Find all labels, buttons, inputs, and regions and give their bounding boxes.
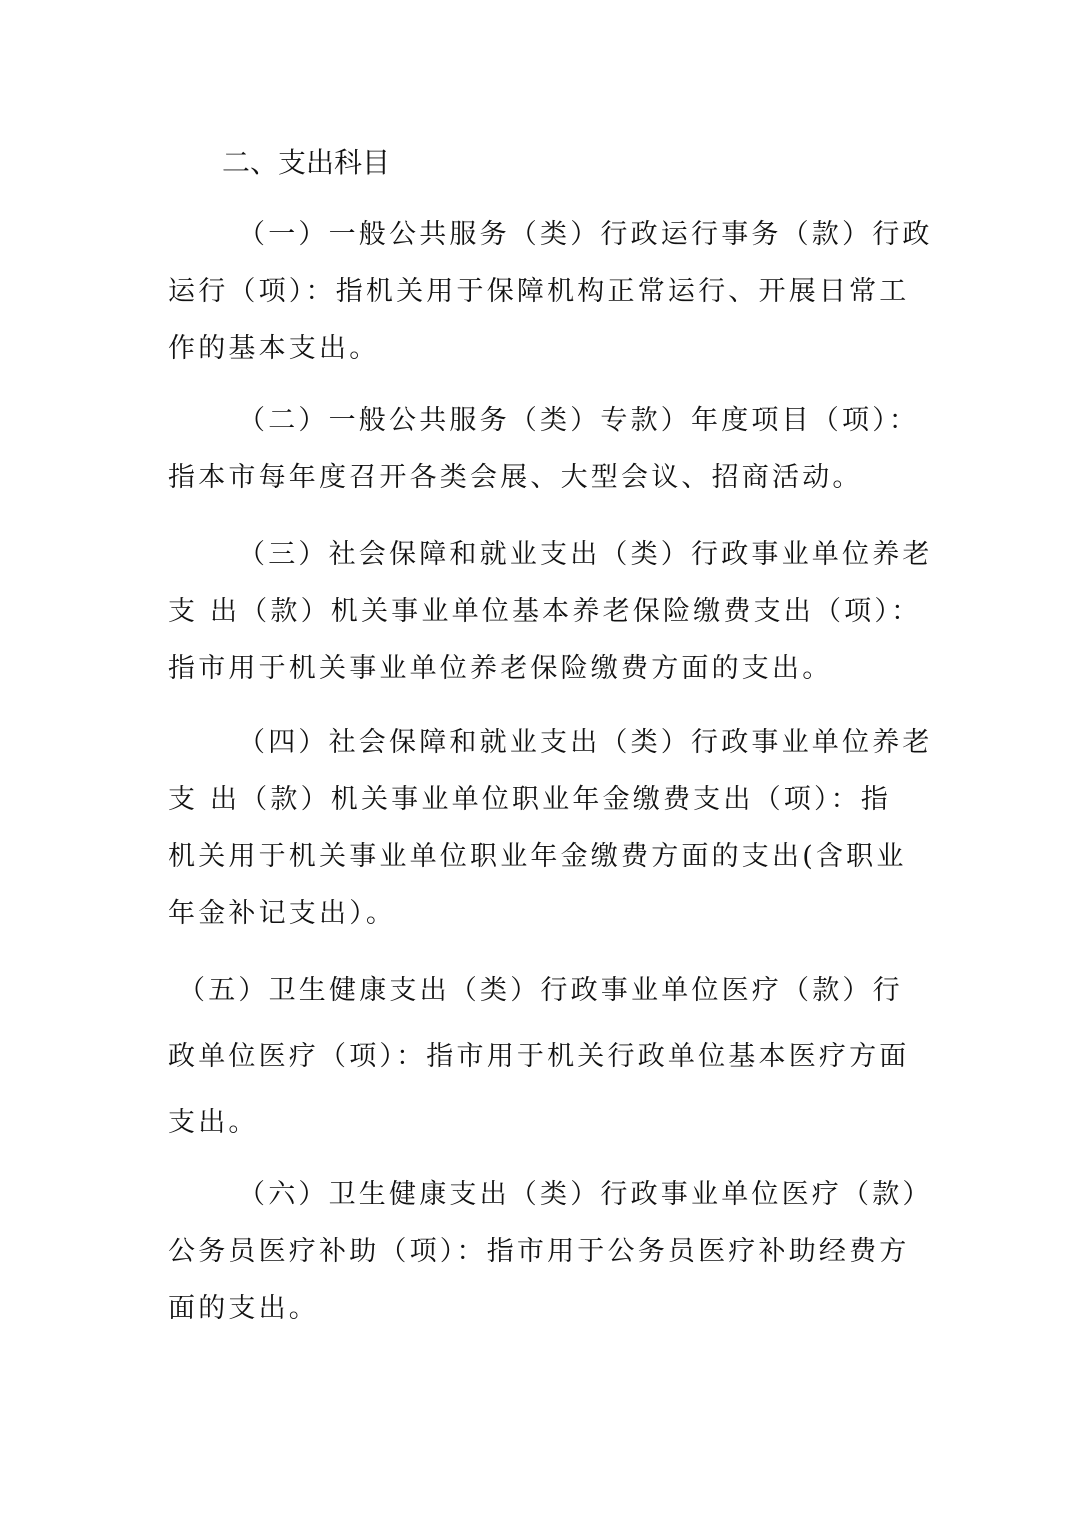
paragraph-line: 公务员医疗补助（项）：指市用于公务员医疗补助经费方 bbox=[168, 1236, 910, 1267]
paragraph-5 bbox=[168, 958, 910, 1156]
paragraph-line: 作的基本支出。 bbox=[168, 333, 380, 364]
paragraph-line: 运行（项）：指机关用于保障机构正常运行、开展日常工 bbox=[168, 276, 910, 307]
paragraph-line: 支出。 bbox=[168, 1107, 259, 1138]
paragraph-line: （六）卫生健康支出（类）行政事业单位医疗（款） bbox=[238, 1179, 933, 1210]
paragraph-line: （三）社会保障和就业支出（类）行政事业单位养老 bbox=[238, 539, 933, 570]
paragraph-line: 指本市每年度召开各类会展、大型会议、招商活动。 bbox=[168, 462, 863, 493]
paragraph-line: （二）一般公共服务（类）专款）年度项目（项）： bbox=[238, 405, 920, 436]
paragraph-line: 面的支出。 bbox=[168, 1293, 319, 1324]
paragraph-line: 支 出（款）机关事业单位基本养老保险缴费支出（项）： bbox=[168, 596, 922, 627]
paragraph-line: （五）卫生健康支出（类）行政事业单位医疗（款）行 bbox=[178, 975, 903, 1006]
paragraph-3 bbox=[168, 526, 933, 697]
section-heading: 二、支出科目 bbox=[222, 146, 391, 179]
paragraph-line: 支 出（款）机关事业单位职业年金缴费支出（项）：指 bbox=[168, 784, 892, 815]
paragraph-1 bbox=[168, 206, 933, 377]
paragraph-line: 政单位医疗（项）：指市用于机关行政单位基本医疗方面 bbox=[168, 1041, 910, 1072]
paragraph-6 bbox=[168, 1166, 933, 1337]
paragraph-line: （四）社会保障和就业支出（类）行政事业单位养老 bbox=[238, 727, 933, 758]
paragraph-line: 指市用于机关事业单位养老保险缴费方面的支出。 bbox=[168, 653, 833, 684]
paragraph-line: 年金补记支出）。 bbox=[168, 898, 397, 929]
paragraph-4 bbox=[168, 714, 933, 942]
paragraph-line: （一）一般公共服务（类）行政运行事务（款）行政 bbox=[238, 219, 933, 250]
paragraph-2 bbox=[168, 392, 920, 506]
paragraph-line: 机关用于机关事业单位职业年金缴费方面的支出(含职业 bbox=[168, 841, 907, 872]
